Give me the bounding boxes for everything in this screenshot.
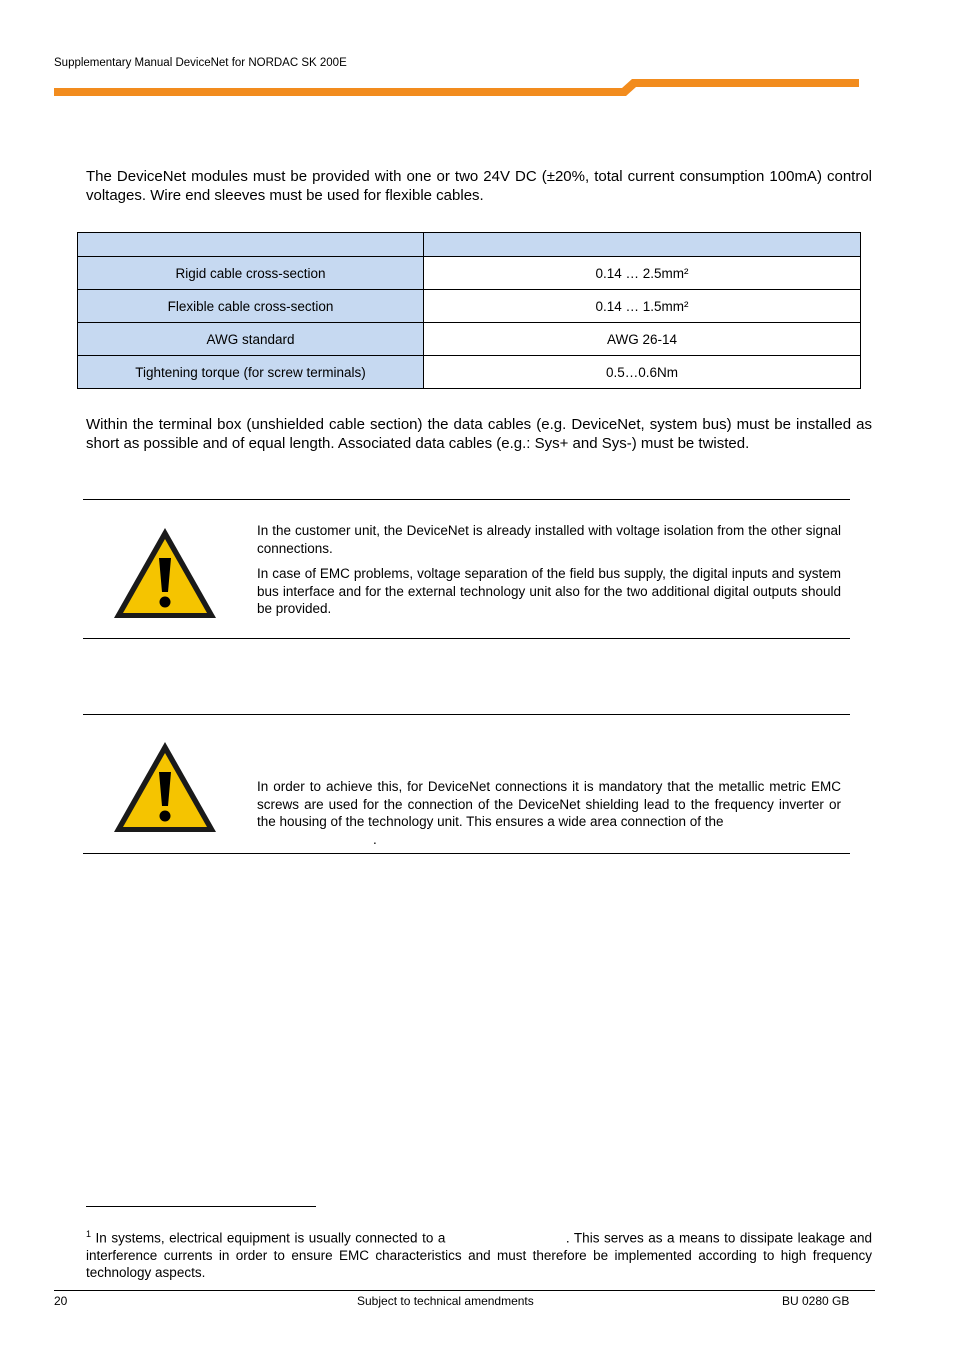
- data-cable-paragraph: Within the terminal box (unshielded cable section) the data cables (e.g. DeviceNet, system bus) must be installed as short as possible and of equal length. Associated data cables (e.g.: Sys+ and Sys-) must be twisted.: [86, 416, 872, 452]
- header-title: Supplementary Manual DeviceNet for NORDAC SK 200E: [54, 57, 347, 69]
- footer-notice: Subject to technical amendments: [357, 1294, 534, 1308]
- table-row: [78, 356, 861, 389]
- footnote-marker: 1: [86, 1229, 92, 1239]
- row-value: 0.5…0.6Nm: [424, 356, 861, 389]
- warning1-bottom-rule: [83, 638, 850, 639]
- warning2-paragraph: In order to achieve this, for DeviceNet connections it is mandatory that the metallic metric EMC screws are used for the connection of the DeviceNet shielding lead to the frequency inverter or the housing of the technology unit. This ensures a wide area connection of the: [257, 779, 841, 829]
- warning1-paragraph: In the customer unit, the DeviceNet is already installed with voltage isolation from the other signal connections.: [257, 523, 841, 556]
- table-header-row: [78, 233, 861, 257]
- table-header-cell: [424, 233, 861, 257]
- table-header-cell: [78, 233, 424, 257]
- row-value: AWG 26-14: [424, 323, 861, 356]
- document-id: BU 0280 GB: [782, 1294, 850, 1308]
- warning2-text: [257, 778, 841, 848]
- warning1-top-rule: [83, 499, 850, 500]
- row-label: Flexible cable cross-section: [78, 290, 424, 323]
- header-accent-bar: [54, 78, 859, 96]
- row-value: 0.14 … 2.5mm²: [424, 257, 861, 290]
- table-row: [78, 323, 861, 356]
- page-number: 20: [54, 1294, 68, 1308]
- warning2-bottom-rule: [83, 853, 850, 854]
- row-value: 0.14 … 1.5mm²: [424, 290, 861, 323]
- row-label: Rigid cable cross-section: [78, 257, 424, 290]
- footnote: [86, 1226, 872, 1281]
- intro-paragraph: The DeviceNet modules must be provided with one or two 24V DC (±20%, total current consumption 100mA) control voltages. Wire end sleeves must be used for flexible cables.: [86, 168, 872, 204]
- footnote-text-before: In systems, electrical equipment is usually connected to a: [91, 1230, 450, 1246]
- row-label: Tightening torque (for screw terminals): [78, 356, 424, 389]
- warning-triangle-icon: [112, 526, 218, 620]
- table-row: [78, 257, 861, 290]
- warning1-paragraph: In case of EMC problems, voltage separation of the field bus supply, the digital inputs and system bus interface and for the external technology unit also for the two additional digital outputs should be provided.: [257, 566, 841, 616]
- warning1-text: [257, 522, 841, 626]
- table-row: [78, 290, 861, 323]
- row-label: AWG standard: [78, 323, 424, 356]
- warning2-top-rule: [83, 714, 850, 715]
- footnote-separator: [86, 1206, 316, 1207]
- warning2-tail: .: [373, 831, 377, 847]
- cable-spec-table: [77, 232, 861, 389]
- footnote-text-after: . This serves as a means to dissipate leakage and interference currents in order to ensure EMC characteristics and must therefore be implemented according to high frequency technology aspects.: [86, 1230, 873, 1280]
- footer-rule: [54, 1290, 875, 1291]
- warning-triangle-icon: [112, 740, 218, 834]
